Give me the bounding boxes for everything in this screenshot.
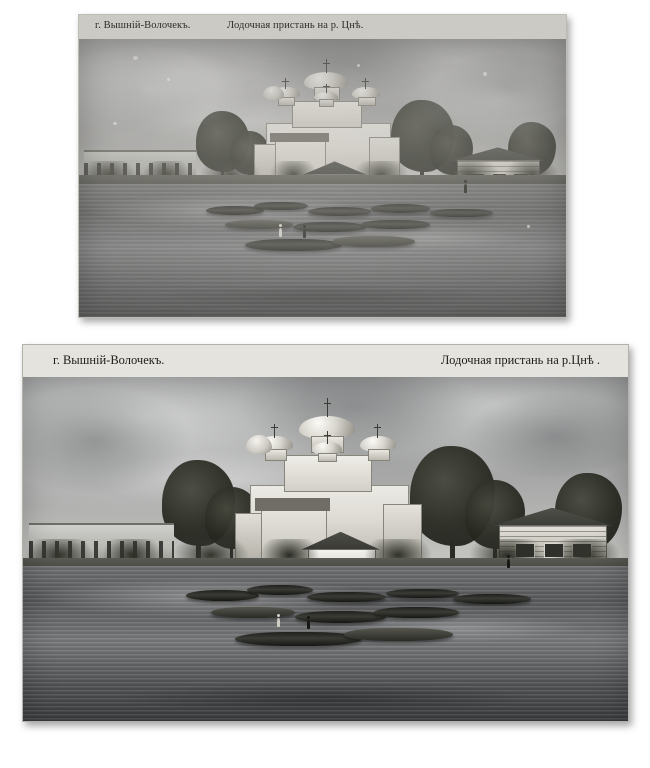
church-porch-roof [270, 133, 328, 142]
cross-icon [274, 424, 275, 438]
top-postcard [78, 14, 567, 318]
river-water [79, 184, 566, 317]
right-dome [352, 87, 380, 99]
front-dome [314, 92, 337, 101]
emulsion-speck [133, 56, 138, 60]
bottom-postcard-photo [23, 377, 628, 721]
emulsion-speck [357, 64, 360, 67]
cross-icon [365, 78, 366, 89]
water-reflections [79, 184, 566, 317]
front-dome [312, 442, 342, 455]
dome-drum [368, 449, 390, 461]
bottom-postcard-caption-left: г. Вышній-Волочекъ. [53, 353, 165, 367]
top-postcard-caption-right: Лодочная пристань на р. Цнѣ. [227, 20, 364, 31]
cross-icon [377, 424, 378, 438]
boat [453, 594, 532, 604]
cross-icon [326, 84, 327, 93]
boat [247, 585, 314, 595]
boat [245, 239, 342, 251]
emulsion-speck [167, 78, 170, 81]
bell-tower-cupola [263, 86, 283, 100]
cross-icon [327, 431, 328, 444]
cross-icon [327, 398, 328, 417]
boat [361, 220, 429, 229]
top-postcard-caption-left: г. Вышній-Волочекъ. [95, 20, 191, 31]
boatman [277, 618, 280, 627]
boat [235, 632, 362, 646]
dome-drum [319, 99, 334, 107]
cross-icon [285, 78, 286, 89]
church-porch-roof [255, 498, 330, 511]
boat [254, 202, 308, 210]
person-on-bank [464, 184, 467, 193]
boat [225, 220, 293, 229]
dome-drum [318, 453, 337, 463]
boat [344, 628, 453, 641]
log-house-roof [450, 147, 545, 160]
top-postcard-photo [79, 39, 566, 317]
person-on-bank [507, 559, 510, 568]
bottom-postcard [22, 344, 629, 722]
bottom-postcard-caption-right: Лодочная пристань на р.Цнѣ . [440, 353, 600, 367]
boat [386, 589, 459, 599]
log-house-roof [490, 508, 614, 527]
boatman [303, 229, 306, 238]
cross-icon [326, 59, 327, 73]
dome-drum [358, 97, 376, 106]
boat [308, 207, 371, 216]
boat [307, 592, 386, 602]
bottom-postcard-caption-bar [23, 345, 628, 377]
boat [371, 204, 429, 212]
right-dome [360, 436, 396, 452]
top-postcard-caption-bar [79, 15, 566, 39]
boatman [279, 228, 282, 237]
boat [430, 209, 493, 218]
